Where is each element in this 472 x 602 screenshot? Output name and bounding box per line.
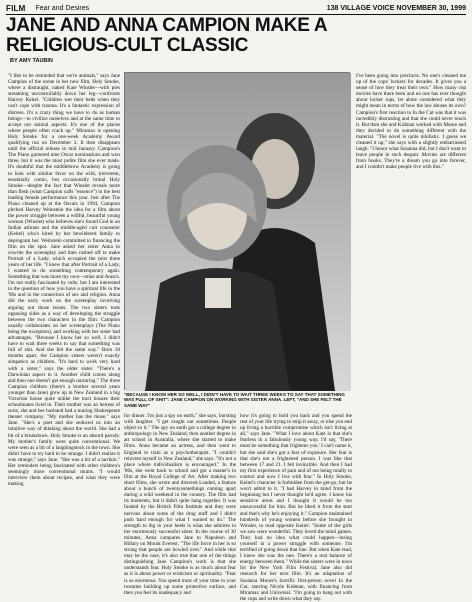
photo-illustration (125, 73, 351, 391)
photo-caption: "BECAUSE I KNOW HER SO WELL, I DIDN'T HAVE TO WAIT THREE WEEKS TO SAY THAT SOMETHING WAS FULL OF SHIT": JANE CAMPION ON WORKING WITH SISTER ANNA. LEFT, "AND SHE FELT THE SAME WAY" (124, 392, 345, 408)
headline: JANE AND ANNA CAMPION MAKE A RELIGIOUS-CULT CLASSIC (6, 15, 327, 56)
column-1-text: "I like to be reminded that we're animals," says Jane Campion of the scene in her new film, Holy Smoke, where a distraught, naked Kate Winslet—with pies streaming uncontrollably down her leg—confronts Harvey Keitel. "Children wet their beds when they can't cope with trauma. It's a fantastic expression of distress. It's a crazy thing we have to do as human beings—to civilize ourselves and at the same time to accept our animal aspects. It's one of the places where people often crack up." Miramax is opening Holy Smoke for a one-week Academy Award qualifying run on December 3. It then disappears until the official release in mid January. Campion's The Piano garnered nine Oscar nominations and won three, but it was the most polite film she ever made. It's doubtful that the middlebrow Academy is going to look with similar favor on the wild, irreverent, essentially comic, but occasionally brutal Holy Smoke—despite the fact that Winslet reveals more than flesh (what Campion calls "essence") in the best leading female performance this year. Just after The Piano cleaned up at the Oscars in 1994, Campion pitched Harvey Weinstein the idea for a film about the power struggle between a willful, beautiful young woman (Winslet) who believes she's found God in an Indian ashram and the middle-aged cult counselor (Keitel) who's hired by her bewildered family to deprogram her. Weinstein committed to financing the film on the spot. Jane asked her sister Anna to cowrite the screenplay and then rushed off to make Portrait of a Lady, which occupied the next three years of her life. "I knew that after Portrait of a Lady, I wanted to do something contemporary again. Something that was more my own—mine and Anna's. I'm not really fascinated by cults, but I am interested in the question of how you have a spiritual life in the '90s and in the connection of sex and religion. Anna did the early work on the screenplay involving arguing out those issues. The two sisters took opposing sides as a way of developing the struggle between the two characters in the film. Campion usually collaborates on her screenplays (The Piano being the exception), and working with her sister had advantages. "Because I know her so well, I didn't have to wait three weeks to say that something was full of shit. And she felt the same way." Born 18 months apart, the Campion sisters weren't exactly simpatico as children. "It's hard to work very hard with a sister," says the older sister. "There's a Darwinian aspect to it. Another child comes along and then one doesn't get enough nurturing." The three Campion children (there's a brother several years younger than Jane) grew up in New Zealand in a big Victorian house quite unlike the tract houses their schoolmates lived in. Their mother was an heiress of sorts, she and her husband had a touring Shakespeare theater company. "My mother has the muse," says Jane. "She's a poet and she seduced us into an intuitive way of thinking about the world. She had a bit of a breakdown. Holy Smoke is an absurd parody. My mother's family were quite conventional. We were seen as a bit of a laughingstock in the town. She didn't have to try hard to be strange. I didn't realize it was strange," says Jane. "She was a bit of a larrikin." Her reminders being fascinated with other children's seemingly more conventional mums. "I would interview them about recipes, and what they were making (8, 73, 120, 488)
text-column-4 (356, 73, 466, 547)
page-info: 138 VILLAGE VOICE NOVEMBER 30, 1999 (326, 5, 466, 12)
text-column-2 (124, 413, 236, 596)
text-column-1 (8, 73, 120, 547)
byline: BY AMY TAUBIN (10, 58, 53, 64)
section-subtitle: Fear and Desires (35, 5, 90, 12)
column-4-text: I've been going into precincts. No one's cleaned me up of the cops' lockers for decades. It gives you a sense of how they treat their own." How many cop movies have there been and no one has ever thought about locker tops, let alone considered what they might mean in terms of how the law abuses its own? Campion's first reaction to In the Cut was that it was incredibly distrusting and that she could never touch it. But then she and Kidman worked with Moore and they decided to do something different with the material. "The novel is quite nihilistic. I guess we cleaned it up," she says with a slightly embarrassed laugh. "I honor what Susanna did, but I don't want to leave people in such despair. Movies are different from books. They're a dream you go into forever, and I couldn't make people live with this." (356, 73, 466, 171)
column-3-text: how it's going to hold you back and you spend the rest of your life trying to strip it away, or else you end up living a horrible compromise which isn't living at all," says Jane. "What I love about Kate is that she's fearless in a fabulously young way. I'd say, 'There must be something that frightens you.' I can't name it, but she said she's got a fear of exposure. Her fear is that she's not a frightened person. I was like that between 17 and 21. I felt invincible. And then I had my first experience of pain and of not being totally in control and now I live with fear." In Holy Smoke, Keitel's character is forbidden from the get-go, but he won't admit to it. "I had Harvey in mind from the beginning but I never thought he'd agree. I know his sensitive areas and I thought it would be too unsuccessful for him. But he liked it from the start and that's why he's enjoying it." Campion maintained hundreds of young women before she brought in Winslet, to read opposite Keitel. "Some of the girls we saw were wonderful. They loved the mind games. They had no idea what could happen—losing yourself in a power struggle with someone. I'm terrified of going down that line. But when Kate read, I knew she was the one. There's a real balance of energy between them." While the sisters were in town for the New York Film Festival, Jane also did research for her next film. It's an adaptation of Susanna Moore's horrific first-person novel In the Cut, starring Nicole Kidman, with financing from Miramax and Universal. "I'm going to hang out with the cops and write down what they say. (240, 413, 352, 602)
page-header (6, 3, 466, 14)
campion-sisters-photo (124, 72, 350, 390)
column-2-text: for dinner. I'm just a spy on earth," she says, bursting with laughter. "I get caught out sometimes. People object to it." The spy on earth got a college degree in anthropology in New Zealand, then another degree in art school in Australia, where she started to make films. Anna became an actress, and then went to England to train as a psychotherapist. "I couldn't reinvent myself in New Zealand," she says. "It's not a place where individualism is encouraged." In the '80s, she went back to school and got a master's in film at the Royal College of Art. After making two short films, she wrote and directed Loaded, a feature about a bunch of twentysomethings coming apart during a wild weekend in the country. The film had its moments, but it didn't quite hang together. It was funded by the British Film Institute and they were nervous about some of the drug stuff and I didn't push hard enough for what I wanted to do." The strength to dig in your heels is what she admires in her enormously successful sister. In the course of 30 minutes, Anna compares Jane to Napoleon and Hillary on Mount Everest. "The life force in her is so strong that people are bowled over." And while that may be the case, it's also true that one of the things distinguishing Jane Campion's work is that she understands fear. Holy Smoke is as much about fear as it is about power or eroticism or spirituality. "Fear is so enormous. You spend most of your time in your twenties building up some protective surface, and then you feel its inadequacy and (124, 413, 236, 596)
text-column-3 (240, 413, 352, 602)
section-label: FILM (6, 4, 26, 13)
